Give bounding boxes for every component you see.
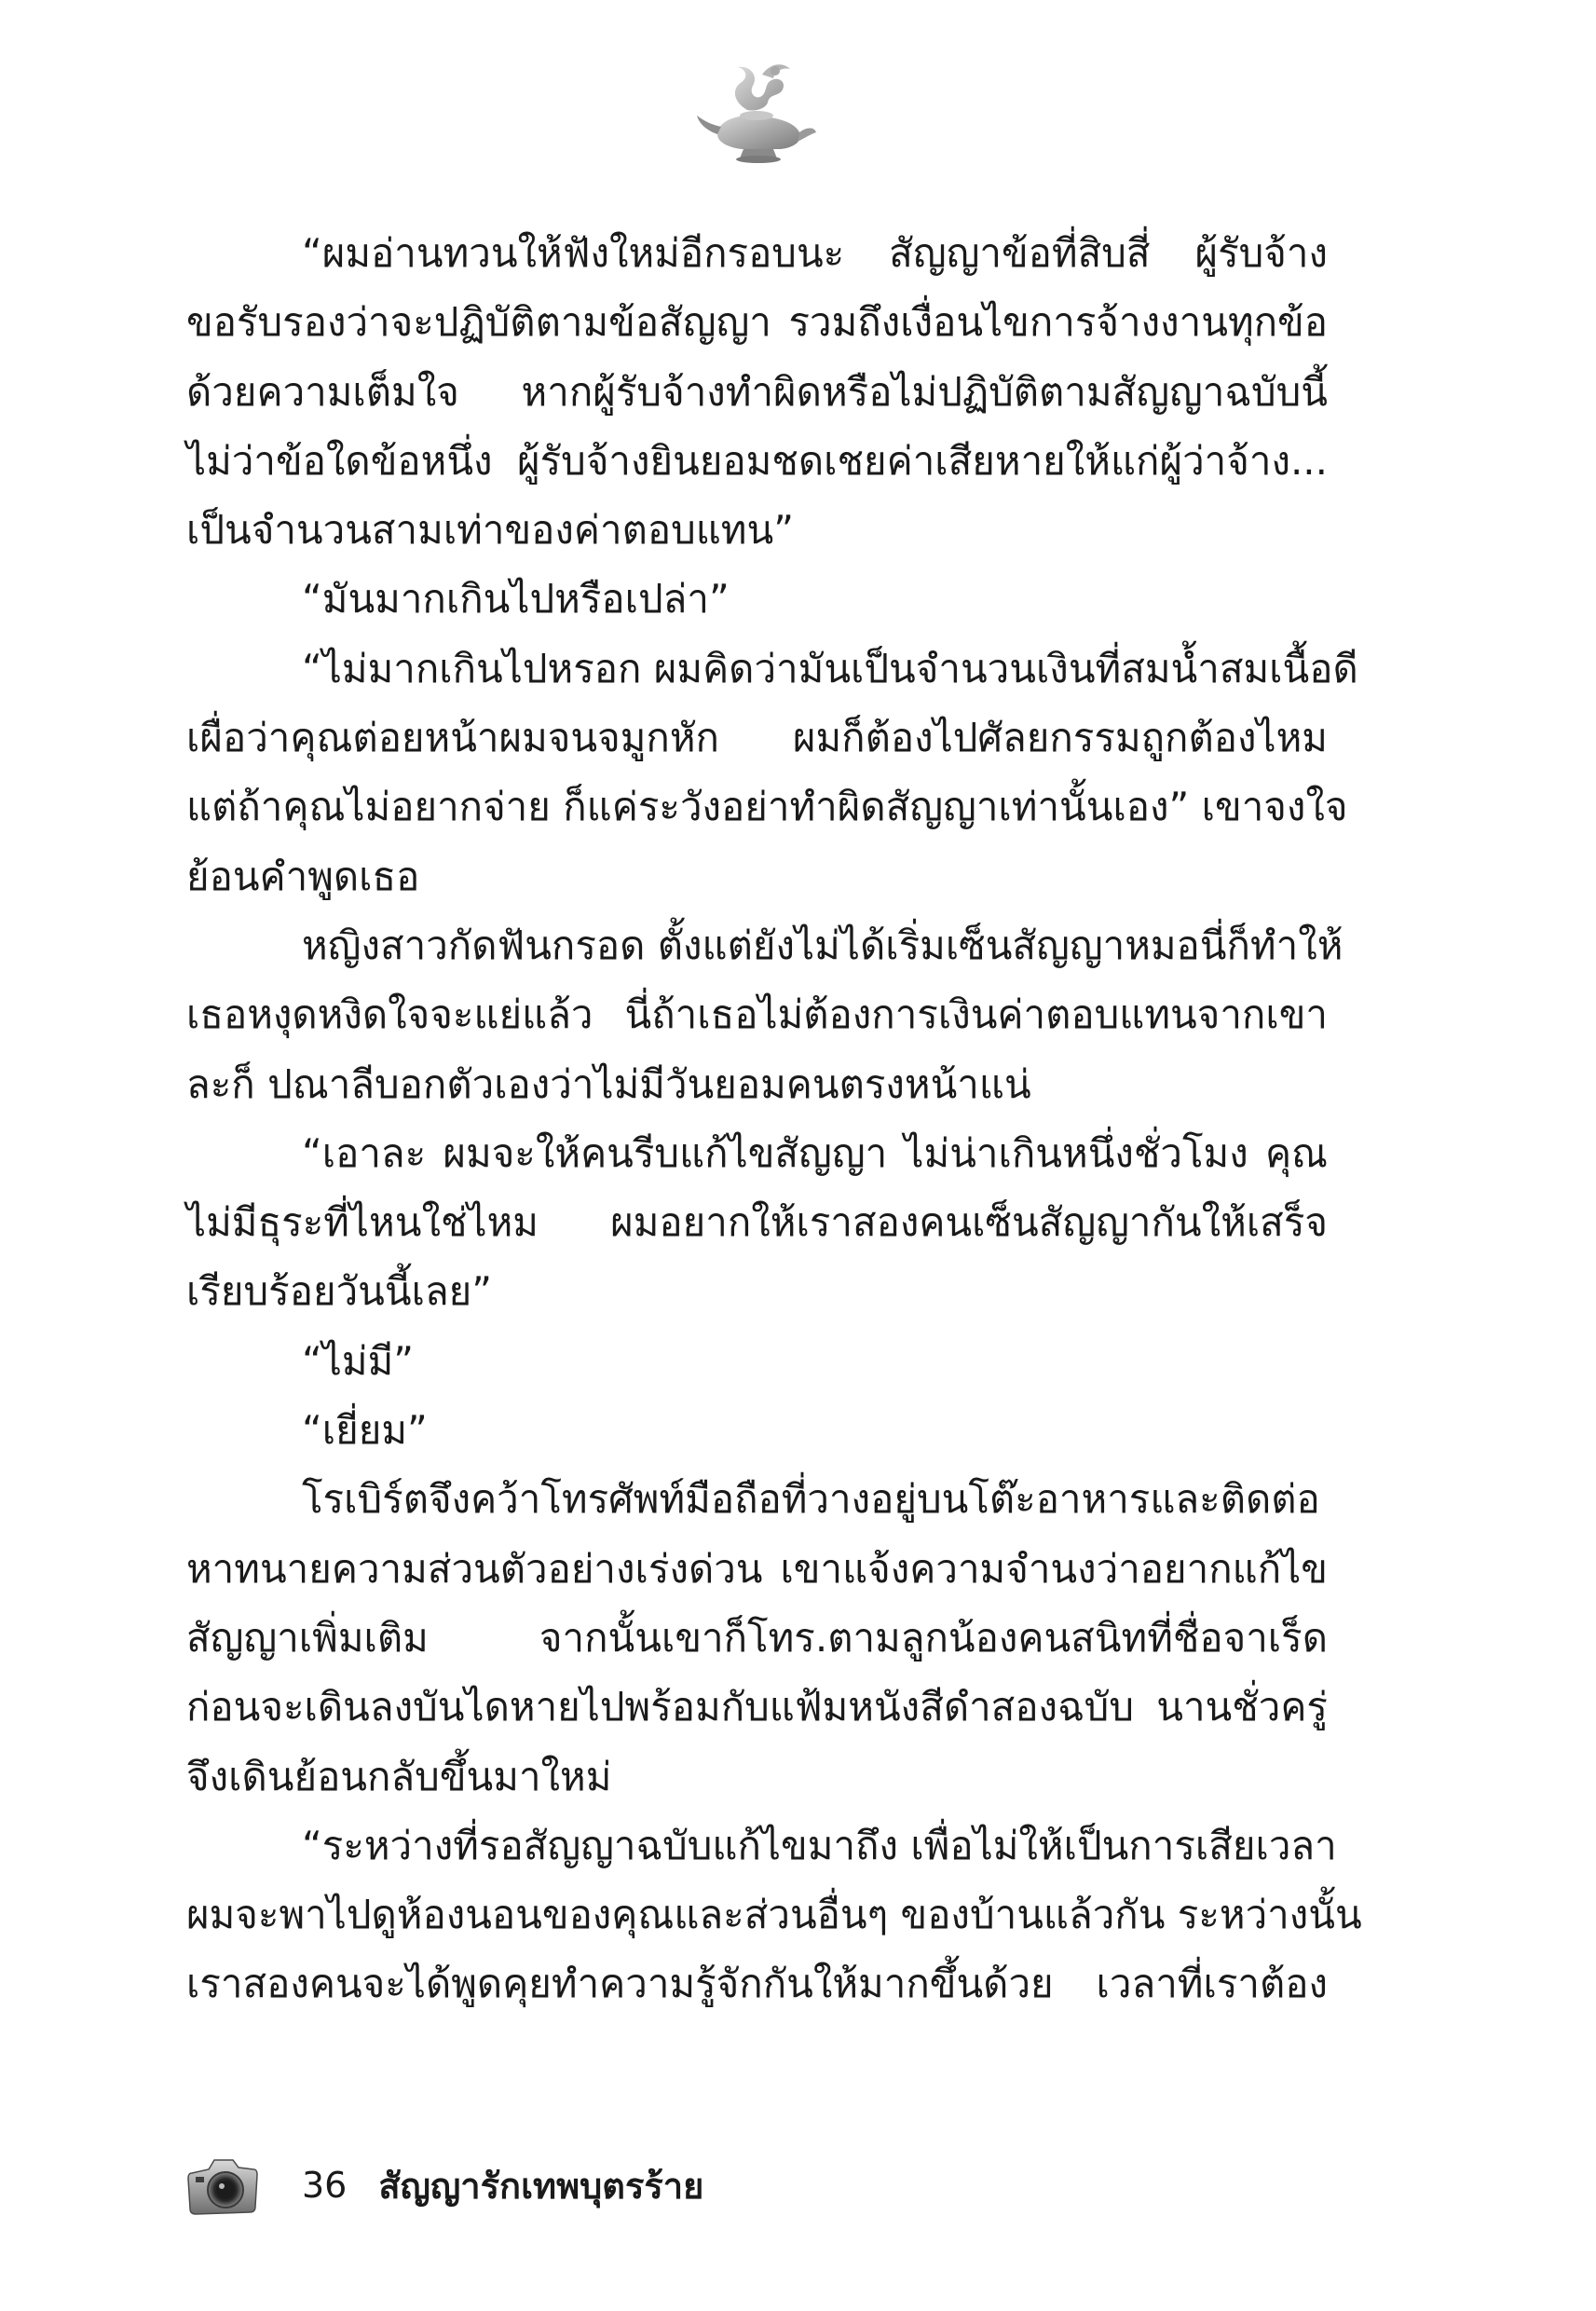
text-line: ด้วยความเต็มใจ หากผู้รับจ้างทำผิดหรือไม่ปฏิบัติตามสัญญาฉบับนี้ bbox=[186, 368, 1328, 415]
text-line: สัญญาเพิ่มเติม จากนั้นเขาก็โทร.ตามลูกน้องคนสนิทที่ชื่อจาเร็ด bbox=[186, 1614, 1328, 1661]
text-line: จึงเดินย้อนกลับขึ้นมาใหม่ bbox=[186, 1753, 612, 1799]
genie-lamp-icon bbox=[689, 56, 820, 168]
text-line: เป็นจำนวนสามเท่าของค่าตอบแทน” bbox=[186, 507, 794, 554]
text-line: แต่ถ้าคุณไม่อยากจ่าย ก็แค่ระวังอย่าทำผิดสัญญาเท่านั้นเอง” เขาจงใจ bbox=[186, 784, 1348, 830]
text-line: เรียบร้อยวันนี้เลย” bbox=[186, 1268, 493, 1315]
text-line: “มันมากเกินไปหรือเปล่า” bbox=[302, 576, 730, 622]
text-line: เราสองคนจะได้พูดคุยทำความรู้จักกันให้มากขึ้นด้วย เวลาที่เราต้อง bbox=[186, 1961, 1328, 2007]
camera-icon bbox=[186, 2153, 259, 2218]
text-line: หญิงสาวกัดฟันกรอด ตั้งแต่ยังไม่ได้เริ่มเซ็นสัญญาหมอนี่ก็ทำให้ bbox=[302, 922, 1344, 968]
text-line: เผื่อว่าคุณต่อยหน้าผมจนจมูกหัก ผมก็ต้องไปศัลยกรรมถูกต้องไหม bbox=[186, 715, 1328, 761]
text-line: “ผมอ่านทวนให้ฟังใหม่อีกรอบนะ สัญญาข้อที่สิบสี่ ผู้รับจ้าง bbox=[302, 230, 1328, 276]
text-line: ผมจะพาไปดูห้องนอนของคุณและส่วนอื่นๆ ของบ้านแล้วกัน ระหว่างนั้น bbox=[186, 1892, 1362, 1938]
text-line: “ไม่มากเกินไปหรอก ผมคิดว่ามันเป็นจำนวนเงินที่สมน้ำสมเนื้อดี bbox=[302, 645, 1358, 691]
text-line: หาทนายความส่วนตัวอย่างเร่งด่วน เขาแจ้งความจำนงว่าอยากแก้ไข bbox=[186, 1545, 1328, 1592]
body-text bbox=[186, 219, 1362, 2019]
text-line: โรเบิร์ตจึงคว้าโทรศัพท์มือถือที่วางอยู่บนโต๊ะอาหารและติดต่อ bbox=[302, 1476, 1320, 1523]
text-line: “ระหว่างที่รอสัญญาฉบับแก้ไขมาถึง เพื่อไม่ให้เป็นการเสียเวลา bbox=[302, 1822, 1337, 1868]
text-line: ไม่ว่าข้อใดข้อหนึ่ง ผู้รับจ้างยินยอมชดเชยค่าเสียหายให้แก่ผู้ว่าจ้าง... bbox=[186, 437, 1328, 484]
text-line: “ไม่มี” bbox=[302, 1337, 415, 1384]
text-line: เธอหงุดหงิดใจจะแย่แล้ว นี่ถ้าเธอไม่ต้องการเงินค่าตอบแทนจากเขา bbox=[186, 991, 1328, 1038]
text-line: “เอาละ ผมจะให้คนรีบแก้ไขสัญญา ไม่น่าเกินหนึ่งชั่วโมง คุณ bbox=[302, 1129, 1328, 1176]
text-line: ขอรับรองว่าจะปฏิบัติตามข้อสัญญา รวมถึงเงื่อนไขการจ้างงานทุกข้อ bbox=[186, 299, 1328, 346]
book-title: สัญญารักเทพบุตรร้าย bbox=[378, 2165, 704, 2207]
text-line: ก่อนจะเดินลงบันไดหายไปพร้อมกับแฟ้มหนังสีดำสองฉบับ นานชั่วครู่ bbox=[186, 1684, 1328, 1730]
page-footer bbox=[186, 2148, 703, 2222]
text-line: ไม่มีธุระที่ไหนใช่ไหม ผมอยากให้เราสองคนเซ็นสัญญากันให้เสร็จ bbox=[186, 1199, 1328, 1246]
text-line: ละก็ ปณาลีบอกตัวเองว่าไม่มีวันยอมคนตรงหน้าแน่ bbox=[186, 1060, 1031, 1107]
page-number: 36 bbox=[302, 2165, 348, 2206]
text-line: “เยี่ยม” bbox=[302, 1407, 428, 1454]
text-line: ย้อนคำพูดเธอ bbox=[186, 853, 420, 899]
